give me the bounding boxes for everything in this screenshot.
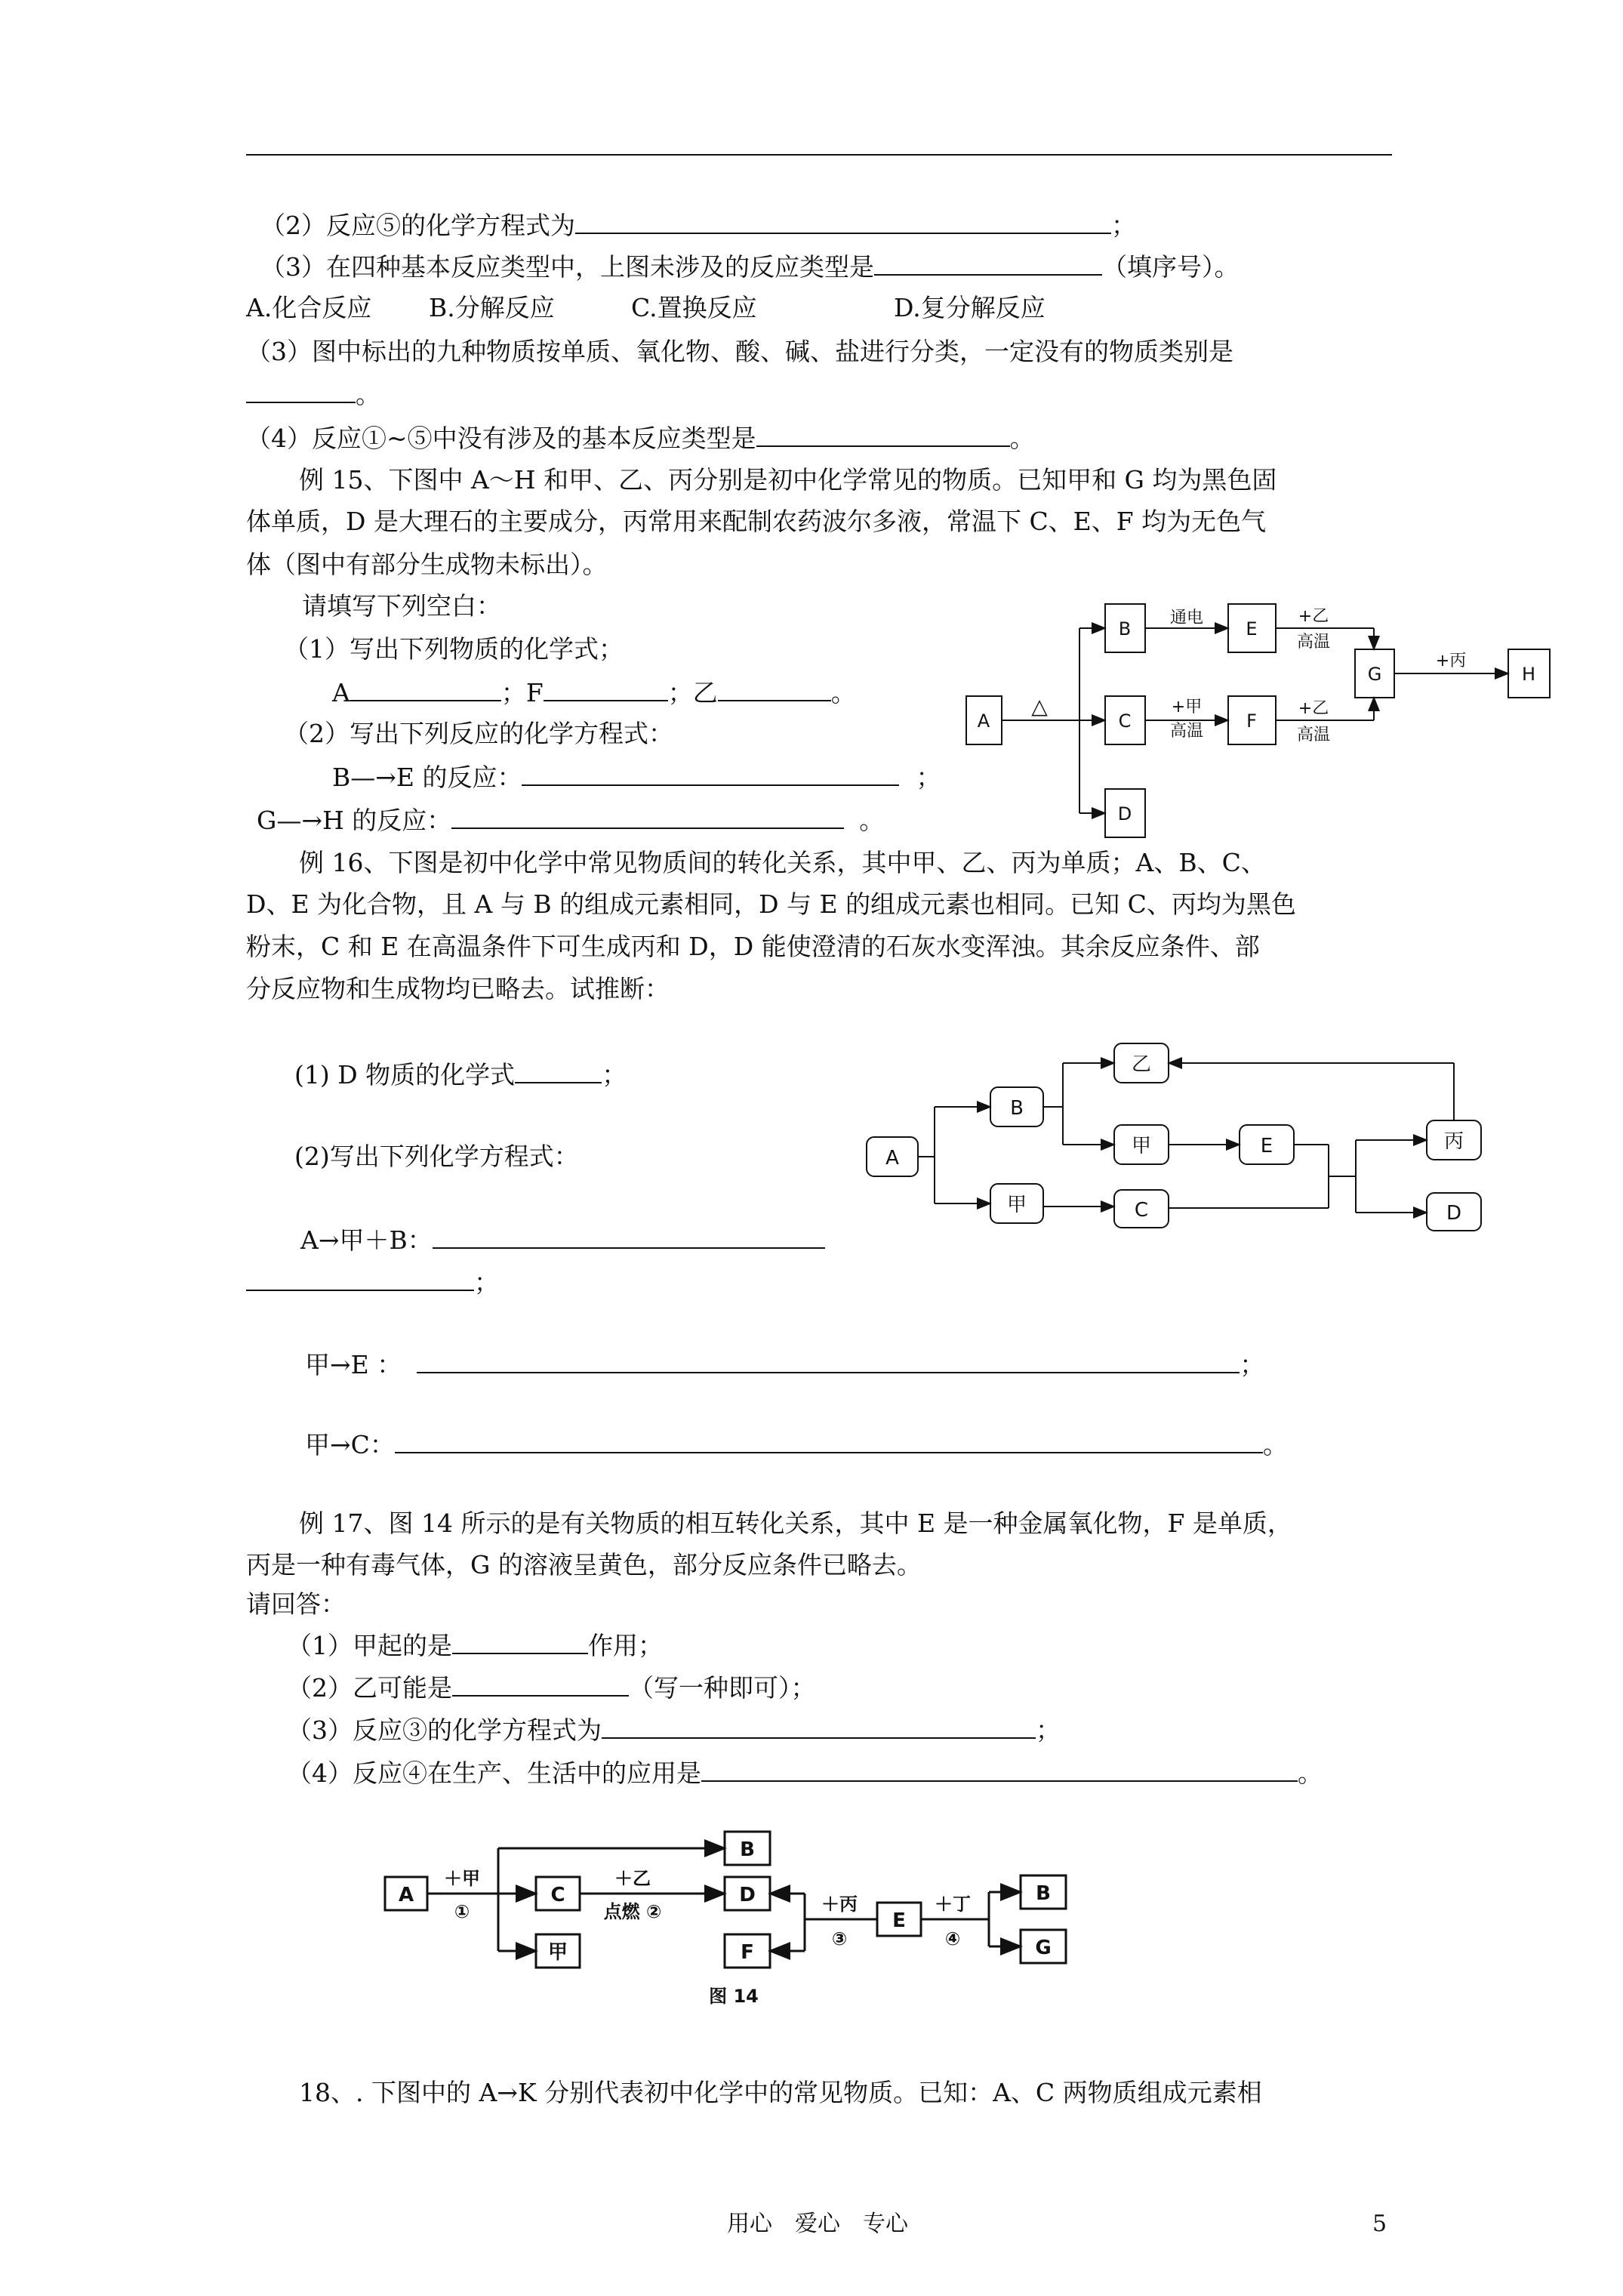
- ex17-q1: （1）甲起的是 作用；: [287, 1631, 663, 1660]
- answer-blank[interactable]: [756, 423, 1010, 447]
- plus-yi-label: ＋乙: [614, 1868, 651, 1889]
- gaowen-label-1: 高温: [1169, 722, 1204, 741]
- ex16-diagram: [861, 1034, 1487, 1231]
- label-jia: 甲: [547, 1941, 568, 1964]
- ex18-text-line1: 18、. 下图中的 A→K 分别代表初中化学中的常见物质。已知：A、C 两物质组成元素相: [299, 2078, 1262, 2107]
- label-b-top: B: [740, 1838, 755, 1861]
- plus-bing-label: ＋丙: [821, 1894, 858, 1915]
- label-a: A: [885, 1147, 899, 1170]
- question-3b: （3）图中标出的九种物质按单质、氧化物、酸、碱、盐进行分类，一定没有的物质类别是: [246, 337, 1233, 366]
- question-2: （2）反应⑤的化学方程式为 ；: [260, 211, 1136, 240]
- answer-blank[interactable]: [350, 677, 501, 701]
- plus-yi-label-2: +乙: [1298, 699, 1329, 718]
- circle-4-label: ④: [944, 1928, 961, 1949]
- label-c: C: [1118, 710, 1132, 732]
- circle-3-label: ③: [831, 1928, 848, 1949]
- label-e: E: [1260, 1135, 1273, 1157]
- gaowen-label-2: 高温: [1296, 633, 1331, 652]
- label-bing: 丙: [1443, 1130, 1464, 1153]
- label-jia-lower: 甲: [1006, 1194, 1027, 1216]
- answer-blank[interactable]: [395, 1429, 1263, 1453]
- label-h: H: [1521, 664, 1536, 685]
- ex16-q2-a: A→甲＋B：: [300, 1225, 825, 1256]
- ex16-text-line2: D、E 为化合物，且 A 与 B 的组成元素相同，D 与 E 的组成元素也相同。已知 C、丙均为黑色: [246, 889, 1296, 919]
- question-3: （3）在四种基本反应类型中，上图未涉及的反应类型是 （填序号）。: [260, 252, 1240, 282]
- ex16-q1: (1) D 物质的化学式 ；: [294, 1060, 627, 1089]
- ex16-text-line1: 例 16、下图是初中化学中常见物质间的转化关系，其中甲、乙、丙为单质；A、B、C、: [299, 848, 1266, 877]
- label-b-right: B: [1036, 1882, 1051, 1905]
- ex16-text-line3: 粉末，C 和 E 在高温条件下可生成丙和 D，D 能使澄清的石灰水变浑浊。其余反应条件、部: [246, 932, 1260, 961]
- option-c: C.置换反应: [631, 293, 757, 322]
- ex17-text-line2: 丙是一种有毒气体，G 的溶液呈黄色，部分反应条件已略去。: [246, 1550, 922, 1579]
- header-rule: [246, 154, 1392, 156]
- answer-blank[interactable]: [874, 251, 1102, 276]
- answer-blank[interactable]: [718, 677, 831, 701]
- label-d: D: [1446, 1202, 1462, 1225]
- ex17-q3: （3）反应③的化学方程式为 ；: [287, 1715, 1061, 1745]
- ex16-q2-je: 甲→E ： ；: [305, 1350, 1265, 1379]
- label-b: B: [1010, 1097, 1024, 1120]
- label-c: C: [550, 1884, 565, 1906]
- label-g: G: [1035, 1937, 1052, 1959]
- ex16-q2-jc: 甲→C： 。: [305, 1430, 1288, 1459]
- ex15-q2: （2）写出下列反应的化学方程式：: [284, 719, 673, 748]
- ex15-diagram: [959, 596, 1555, 857]
- answer-blank[interactable]: [246, 1267, 474, 1291]
- option-b: B.分解反应: [429, 293, 555, 322]
- ex17-answer-prompt: 请回答：: [246, 1589, 346, 1619]
- answer-blank[interactable]: [522, 762, 899, 786]
- circle-1-label: ①: [454, 1901, 470, 1922]
- page-number: 5: [1372, 2211, 1387, 2237]
- ex15-text-line3: 体（图中有部分生成物未标出）。: [246, 550, 608, 579]
- label-a: A: [398, 1884, 414, 1906]
- plus-bing-label: +丙: [1435, 652, 1467, 670]
- label-f: F: [1246, 710, 1257, 732]
- option-d: D.复分解反应: [894, 293, 1046, 322]
- answer-blank[interactable]: [246, 379, 356, 403]
- ex15-q2-gh: G—→H 的反应： 。: [257, 806, 885, 835]
- ex17-diagram: [377, 1820, 1095, 2016]
- option-a: A.化合反应: [246, 293, 372, 322]
- ex17-q2: （2）乙可能是 （写一种即可）；: [287, 1673, 816, 1703]
- label-f: F: [741, 1941, 754, 1964]
- plus-jia-label: +甲: [1171, 698, 1203, 717]
- figure-caption: 图 14: [709, 1986, 759, 2007]
- label-e: E: [892, 1909, 906, 1932]
- answer-blank[interactable]: [452, 1630, 588, 1654]
- answer-blank[interactable]: [452, 1672, 629, 1697]
- ex16-text-line4: 分反应物和生成物均已略去。试推断：: [246, 974, 670, 1003]
- tongdian-label: 通电: [1169, 609, 1204, 627]
- question-4: （4）反应①~⑤中没有涉及的基本反应类型是 。: [246, 424, 1035, 453]
- circle-2-label: 点燃 ②: [603, 1901, 662, 1922]
- ex16-q2: (2)写出下列化学方程式：: [294, 1142, 579, 1171]
- label-b: B: [1118, 618, 1132, 639]
- answer-blank[interactable]: [433, 1225, 825, 1249]
- label-g: G: [1367, 664, 1382, 685]
- label-e: E: [1246, 618, 1258, 639]
- answer-blank[interactable]: [701, 1758, 1298, 1782]
- answer-blank[interactable]: [575, 210, 1111, 234]
- ex17-q4: （4）反应④在生产、生活中的应用是 。: [287, 1758, 1323, 1788]
- question-3b-blank-line: 。: [246, 379, 380, 410]
- ex15-text-line1: 例 15、下图中 A～H 和甲、乙、丙分别是初中化学常见的物质。已知甲和 G 均为黑色固: [299, 465, 1277, 495]
- answer-blank[interactable]: [417, 1349, 1240, 1373]
- footer-motto: 用心 爱心 专心: [727, 2211, 908, 2237]
- label-a: A: [977, 710, 990, 732]
- label-yi: 乙: [1131, 1053, 1152, 1076]
- answer-blank[interactable]: [515, 1059, 602, 1083]
- label-d: D: [739, 1884, 756, 1906]
- delta-label: △: [1031, 694, 1048, 719]
- answer-blank[interactable]: [451, 805, 844, 829]
- gaowen-label-3: 高温: [1296, 726, 1331, 744]
- ex15-q1: （1）写出下列物质的化学式；: [284, 634, 624, 664]
- label-c: C: [1134, 1199, 1149, 1222]
- ex15-q1-answers: A ；F ；乙 。: [332, 678, 856, 707]
- label-d: D: [1117, 803, 1132, 824]
- answer-blank[interactable]: [602, 1715, 1036, 1739]
- ex16-q2-a-cont: ；: [246, 1267, 499, 1298]
- answer-blank[interactable]: [544, 677, 668, 701]
- label-jia-upper: 甲: [1131, 1135, 1152, 1157]
- plus-jia-label: ＋甲: [444, 1868, 480, 1889]
- ex15-fill-prompt: 请填写下列空白：: [302, 591, 501, 621]
- plus-ding-label: ＋丁: [935, 1894, 971, 1915]
- plus-yi-label-1: +乙: [1298, 607, 1329, 626]
- ex15-q2-be: B—→E 的反应： ；: [332, 763, 941, 792]
- ex17-text-line1: 例 17、图 14 所示的是有关物质的相互转化关系，其中 E 是一种金属氧化物，F 是单质，: [299, 1509, 1292, 1538]
- ex15-text-line2: 体单质，D 是大理石的主要成分，丙常用来配制农药波尔多液，常温下 C、E、F 均为无色气: [246, 507, 1267, 536]
